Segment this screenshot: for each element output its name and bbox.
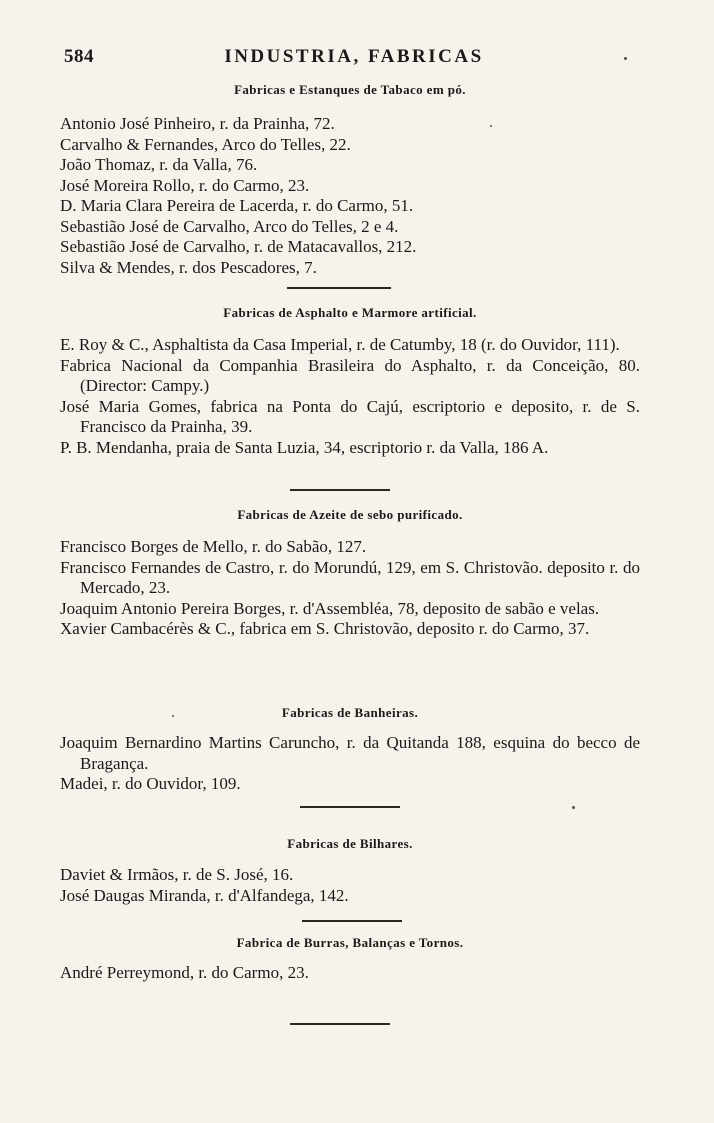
- section-entries-banheiras: [60, 733, 640, 795]
- section-divider: [302, 920, 402, 922]
- section-heading-bilhares: Fabricas de Bilhares.: [287, 836, 413, 851]
- list-item: José Maria Gomes, fabrica na Ponta do Cajú, escriptorio e deposito, r. de S. Francisco da Prainha, 39.: [60, 396, 640, 436]
- list-item: Fabrica Nacional da Companhia Brasileira do Asphalto, r. da Conceição, 80. (Director: Campy.): [60, 355, 640, 395]
- page-header: [64, 46, 624, 72]
- list-item: P. B. Mendanha, praia de Santa Luzia, 34, escriptorio r. da Valla, 186 A.: [60, 437, 549, 457]
- list-item: José Moreira Rollo, r. do Carmo, 23.: [60, 175, 310, 195]
- ink-speck: [624, 57, 627, 60]
- section-entries-azeite: [60, 537, 640, 640]
- list-item: Madei, r. do Ouvidor, 109.: [60, 774, 241, 793]
- section-heading-burras: Fabrica de Burras, Balanças e Tornos.: [236, 935, 464, 950]
- section-entries-asphalto: [60, 335, 640, 458]
- section-heading-tabaco: Fabricas e Estanques de Tabaco em pó.: [234, 82, 466, 97]
- section-divider: [287, 287, 391, 289]
- list-item: Sebastião José de Carvalho, Arco do Telles, 2 e 4.: [60, 216, 399, 236]
- section-entries-burras: [60, 963, 640, 984]
- ink-speck: [172, 715, 174, 717]
- section-entries-tabaco: [60, 114, 640, 278]
- list-item: Francisco Borges de Mello, r. do Sabão, 127.: [60, 537, 367, 556]
- list-item: André Perreymond, r. do Carmo, 23.: [60, 963, 309, 982]
- section-entries-bilhares: [60, 865, 640, 906]
- section-divider: [290, 489, 390, 491]
- ink-speck: [490, 125, 492, 127]
- list-item: João Thomaz, r. da Valla, 76.: [60, 155, 258, 174]
- list-item: Joaquim Antonio Pereira Borges, r. d'Assembléa, 78, deposito de sabão e velas.: [60, 598, 600, 618]
- section-heading-banheiras: Fabricas de Banheiras.: [281, 705, 419, 720]
- list-item: Sebastião José de Carvalho, r. de Matacavallos, 212.: [60, 237, 417, 256]
- section-divider: [300, 806, 400, 808]
- list-item: Francisco Fernandes de Castro, r. do Morundú, 129, em S. Christovão. deposito r. do Mercado, 23.: [60, 557, 640, 597]
- list-item: Antonio José Pinheiro, r. da Prainha, 72.: [60, 114, 335, 133]
- section-divider: [290, 1023, 390, 1025]
- list-item: José Daugas Miranda, r. d'Alfandega, 142.: [60, 885, 349, 905]
- list-item: Xavier Cambacérès & C., fabrica em S. Christovão, deposito r. do Carmo, 37.: [60, 619, 590, 638]
- list-item: Joaquim Bernardino Martins Caruncho, r. da Quitanda 188, esquina do becco de Bragança.: [60, 733, 640, 773]
- page-number: 584: [64, 46, 94, 67]
- section-heading-asphalto: Fabricas de Asphalto e Marmore artificial.: [223, 305, 477, 320]
- running-title: INDUSTRIA, FABRICAS: [224, 46, 484, 67]
- ink-speck: [572, 806, 575, 809]
- section-heading-azeite: Fabricas de Azeite de sebo purificado.: [237, 507, 463, 522]
- list-item: Silva & Mendes, r. dos Pescadores, 7.: [60, 257, 317, 277]
- list-item: Daviet & Irmãos, r. de S. José, 16.: [60, 865, 294, 884]
- list-item: E. Roy & C., Asphaltista da Casa Imperial, r. de Catumby, 18 (r. do Ouvidor, 111).: [60, 335, 620, 354]
- list-item: D. Maria Clara Pereira de Lacerda, r. do Carmo, 51.: [60, 196, 414, 215]
- list-item: Carvalho & Fernandes, Arco do Telles, 22.: [60, 134, 351, 154]
